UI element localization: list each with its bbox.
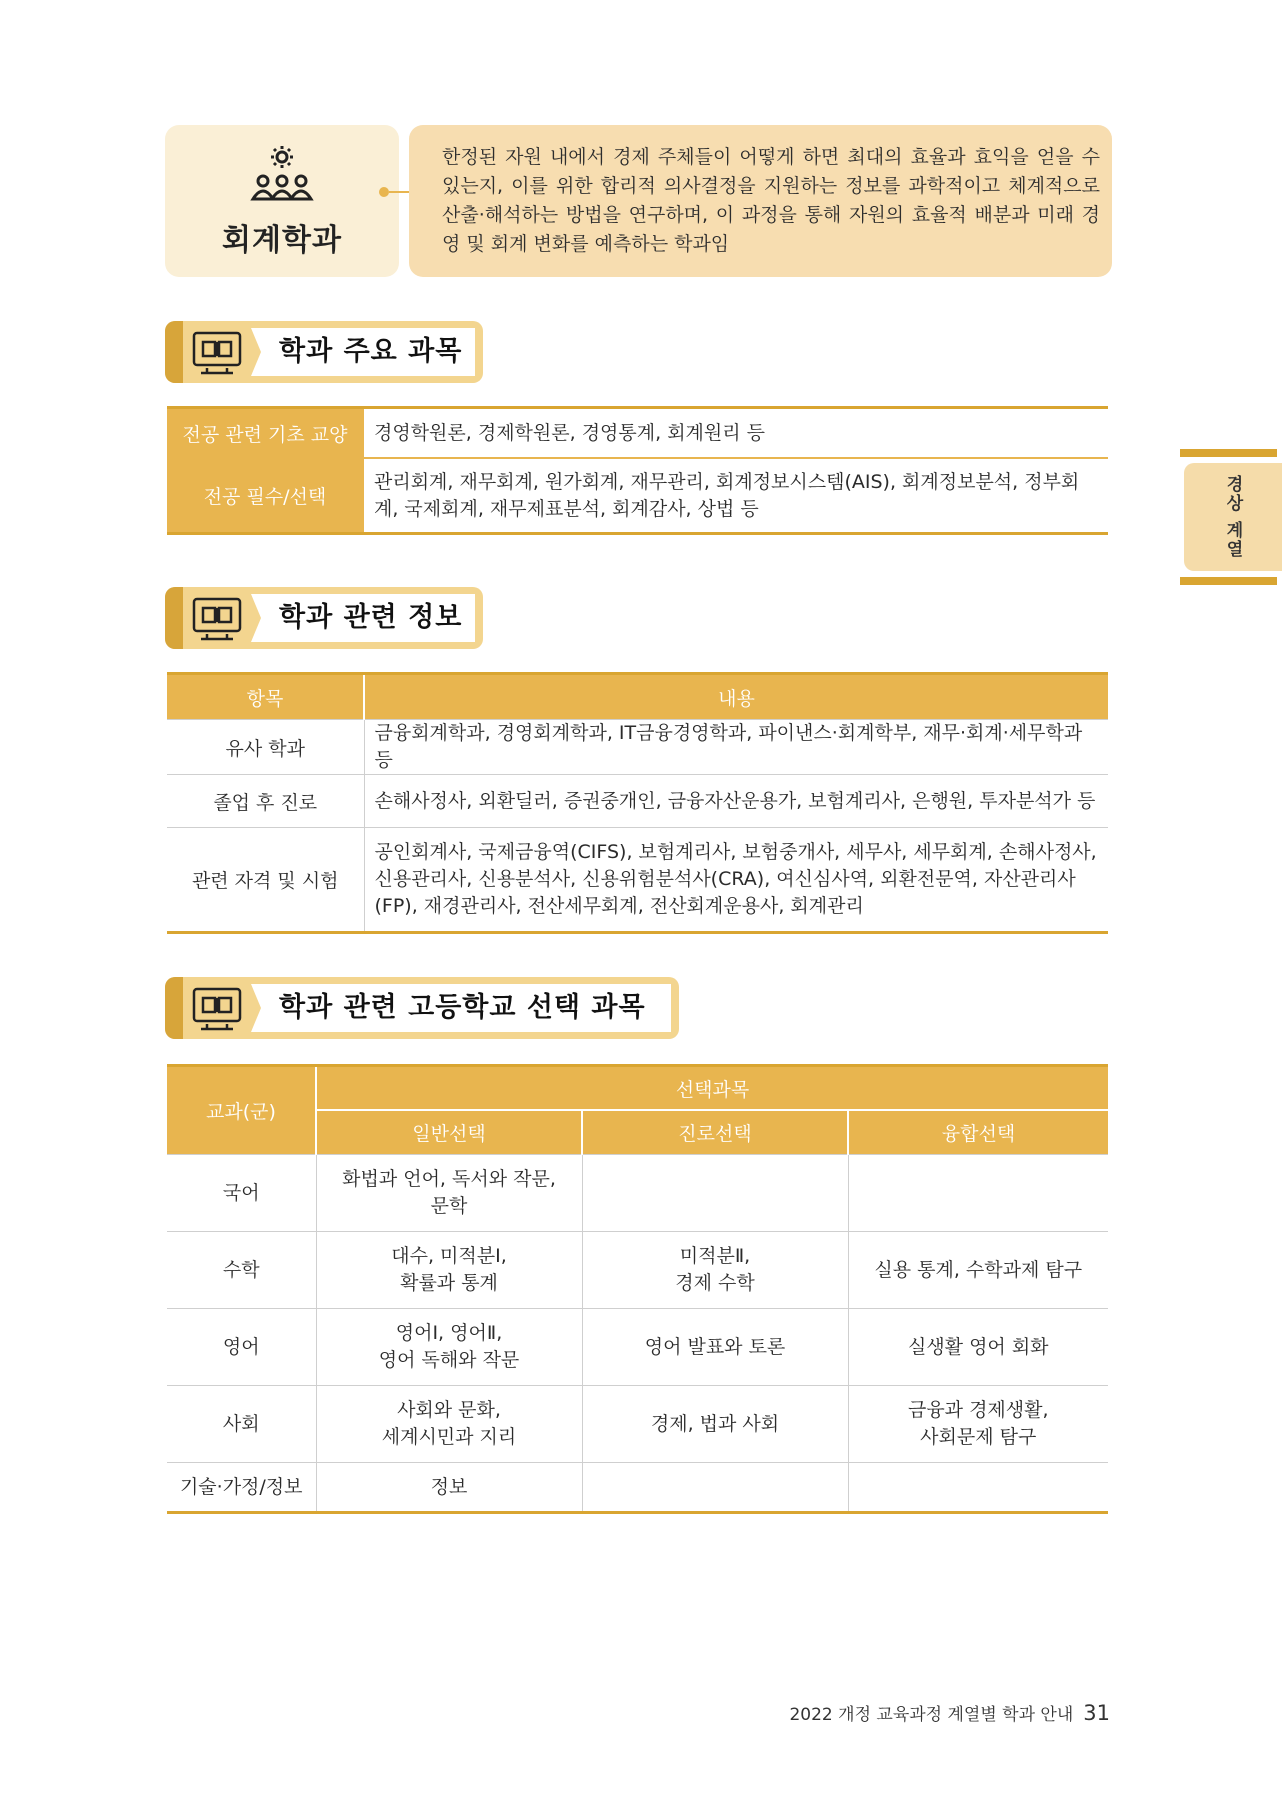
- subject-cell: 영어: [167, 1309, 316, 1386]
- subject-cell: 기술·가정/정보: [167, 1463, 316, 1513]
- section-label: 학과 주요 과목: [251, 328, 475, 376]
- page-number: 31: [1083, 1701, 1110, 1725]
- cell-line: 화법과 언어, 독서와 작문,: [342, 1168, 556, 1190]
- hs-subjects-table: [167, 1064, 1108, 1514]
- column-header: 융합선택: [848, 1110, 1108, 1155]
- row-label: 관련 자격 및 시험: [167, 828, 364, 933]
- table-row: [167, 408, 1108, 459]
- column-header: 항목: [167, 674, 364, 720]
- cell-line: 실용 통계, 수학과제 탐구: [874, 1258, 1083, 1281]
- department-description: 한정된 자원 내에서 경제 주체들이 어떻게 하면 최대의 효율과 효익을 얻을 수 있는지, 이를 위한 합리적 의사결정을 지원하는 정보를 과학적이고 체계적으로 산출·해석하는 방법을 연구하며, 이 과정을 통해 자원의 효율적 배분과 미래 경영 및 회계 변화를 예측하는 학과임: [409, 125, 1112, 277]
- row-value: 경영학원론, 경제학원론, 경영통계, 회계원리 등: [364, 408, 1109, 459]
- career-cell: [582, 1155, 848, 1232]
- side-tab: [1184, 463, 1282, 571]
- column-header-group: 선택과목: [316, 1066, 1108, 1111]
- monitor-book-icon: [191, 596, 243, 642]
- fusion-cell: [848, 1309, 1108, 1386]
- cell-line: 정보: [430, 1475, 468, 1498]
- cell-line: 영어Ⅰ, 영어Ⅱ,: [395, 1322, 503, 1344]
- career-cell: [582, 1232, 848, 1309]
- row-value: 금융회계학과, 경영회계학과, IT금융경영학과, 파이낸스·회계학부, 재무·회계·세무학과 등: [364, 720, 1108, 775]
- section-title-main-courses: [165, 321, 483, 383]
- general-cell: [316, 1386, 582, 1463]
- section-title-related-info: [165, 587, 483, 649]
- table-row: [167, 775, 1108, 828]
- column-header: 진로선택: [582, 1110, 848, 1155]
- section-tab: [165, 321, 183, 383]
- main-courses-table: [167, 406, 1108, 535]
- cell-line: 사회문제 탐구: [920, 1426, 1037, 1448]
- subject-cell: 국어: [167, 1155, 316, 1232]
- table-row: [167, 1155, 1108, 1232]
- section-tab: [165, 977, 183, 1039]
- cell-line: 세계시민과 지리: [381, 1426, 517, 1448]
- department-card: [165, 125, 399, 277]
- fusion-cell: [848, 1386, 1108, 1463]
- table-row: [167, 1309, 1108, 1386]
- cell-line: 사회와 문화,: [397, 1399, 501, 1421]
- cell-line: 확률과 통계: [400, 1272, 498, 1294]
- row-label: 유사 학과: [167, 720, 364, 775]
- career-cell: [582, 1309, 848, 1386]
- general-cell: [316, 1232, 582, 1309]
- general-cell: [316, 1155, 582, 1232]
- table-row: [167, 1232, 1108, 1309]
- cell-line: 실생활 영어 회화: [907, 1335, 1049, 1358]
- general-cell: [316, 1309, 582, 1386]
- cell-line: 문학: [430, 1195, 468, 1217]
- row-value: 관리회계, 재무회계, 원가회계, 재무관리, 회계정보시스템(AIS), 회계정보분석, 정부회계, 국제회계, 재무제표분석, 회계감사, 상법 등: [364, 458, 1109, 534]
- cell-line: 경제 수학: [675, 1272, 755, 1294]
- subject-cell: 사회: [167, 1386, 316, 1463]
- career-cell: [582, 1463, 848, 1513]
- cell-line: 영어 발표와 토론: [644, 1335, 786, 1358]
- people-gear-icon: [247, 143, 317, 209]
- career-cell: [582, 1386, 848, 1463]
- cell-line: 대수, 미적분Ⅰ,: [391, 1245, 507, 1267]
- cell-line: 미적분Ⅱ,: [679, 1245, 751, 1267]
- table-row: [167, 1463, 1108, 1513]
- row-value: 공인회계사, 국제금융역(CIFS), 보험계리사, 보험중개사, 세무사, 세무회계, 손해사정사, 신용관리사, 신용분석사, 신용위험분석사(CRA), 여신심사역, 외환전문역, 자산관리사(FP), 재경관리사, 전산세무회계, 전산회계운용사, 회계관리: [364, 828, 1108, 933]
- department-title: 회계학과: [222, 223, 342, 258]
- monitor-book-icon: [191, 330, 243, 376]
- section-tab: [165, 587, 183, 649]
- cell-line: 경제, 법과 사회: [650, 1412, 780, 1435]
- fusion-cell: [848, 1463, 1108, 1513]
- cell-line: 영어 독해와 작문: [378, 1349, 520, 1371]
- side-tab-rule-top: [1180, 449, 1277, 457]
- footer: [780, 1700, 1110, 1725]
- footer-text: 2022 개정 교육과정 계열별 학과 안내: [789, 1705, 1074, 1725]
- table-header-row: [167, 674, 1108, 720]
- related-info-table: [167, 672, 1108, 934]
- section-title-hs-subjects: [165, 977, 679, 1039]
- fusion-cell: [848, 1155, 1108, 1232]
- subject-cell: 수학: [167, 1232, 316, 1309]
- column-header: 내용: [364, 674, 1108, 720]
- table-row: [167, 1386, 1108, 1463]
- column-header: 일반선택: [316, 1110, 582, 1155]
- row-value: 손해사정사, 외환딜러, 증권중개인, 금융자산운용가, 보험계리사, 은행원, 투자분석가 등: [364, 775, 1108, 828]
- table-row: [167, 720, 1108, 775]
- side-tab-label: 경상 계열: [1222, 475, 1243, 559]
- monitor-book-icon: [191, 986, 243, 1032]
- row-label: 전공 필수/선택: [167, 458, 364, 534]
- row-label: 졸업 후 진로: [167, 775, 364, 828]
- column-header-subject: 교과(군): [167, 1066, 316, 1155]
- side-tab-rule-bottom: [1180, 577, 1277, 585]
- row-label: 전공 관련 기초 교양: [167, 408, 364, 459]
- table-header-row: [167, 1066, 1108, 1111]
- table-row: [167, 458, 1108, 534]
- section-label: 학과 관련 정보: [251, 594, 475, 642]
- table-row: [167, 828, 1108, 933]
- general-cell: [316, 1463, 582, 1513]
- section-label: 학과 관련 고등학교 선택 과목: [251, 984, 671, 1032]
- cell-line: 금융과 경제생활,: [907, 1399, 1049, 1421]
- fusion-cell: [848, 1232, 1108, 1309]
